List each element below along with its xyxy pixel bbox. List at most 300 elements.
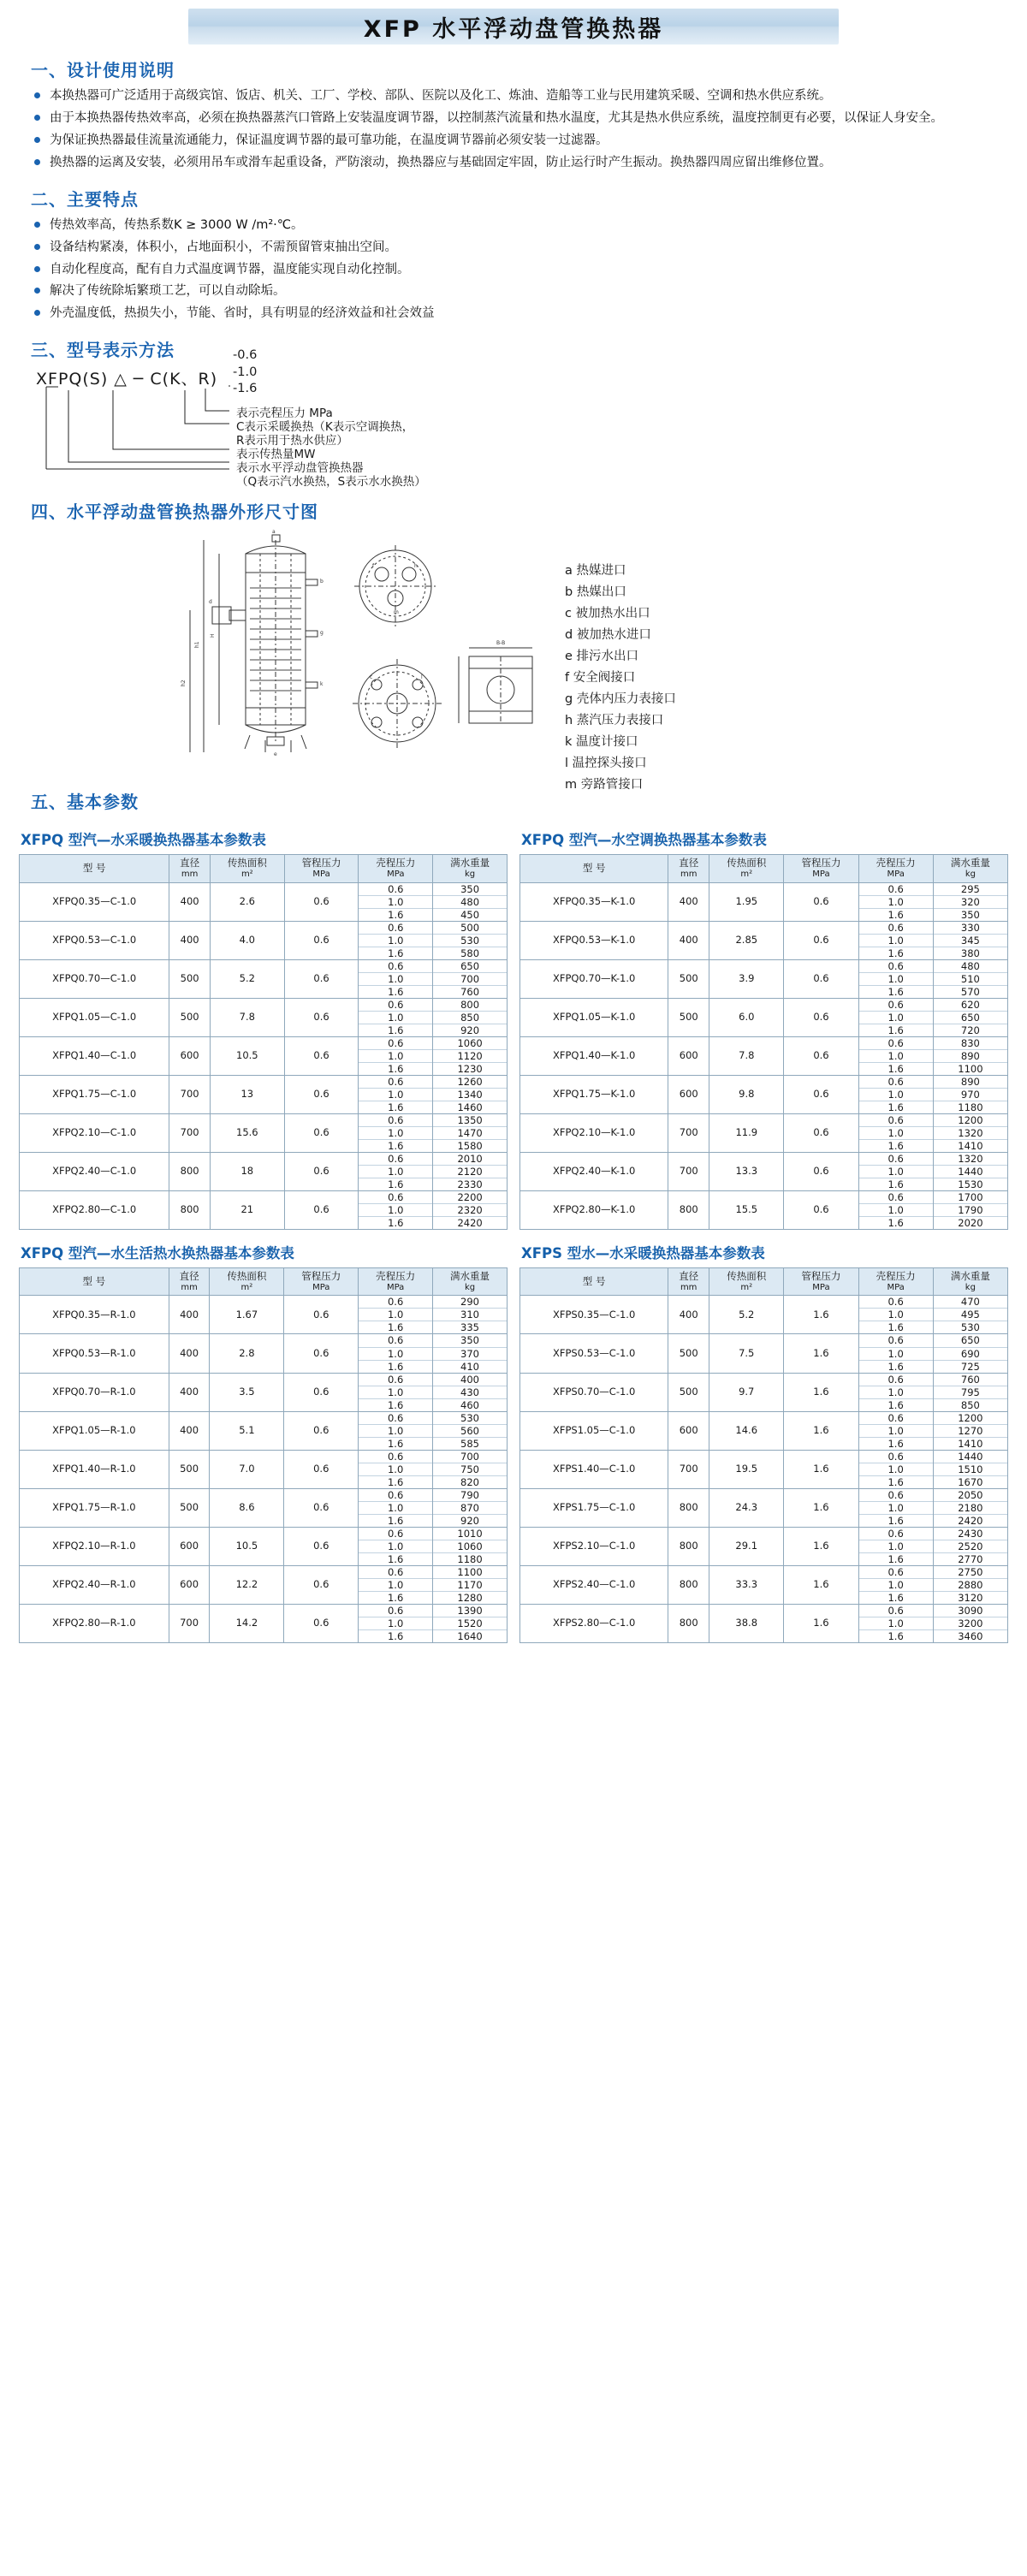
bullet-dot-icon (34, 92, 40, 98)
cell-shell-pressure: 0.6 1.0 1.6 (858, 1604, 933, 1642)
table-row (520, 1527, 1008, 1565)
cell-tube-pressure: 0.6 (784, 1075, 858, 1113)
cell-weight: 480 510 570 (933, 959, 1007, 998)
cell-weight: 2050 2180 2420 (933, 1488, 1007, 1527)
cell-weight: 400 430 460 (433, 1373, 508, 1411)
cell-model: XFPQ2.80—R-1.0 (20, 1604, 169, 1642)
cell-diameter: 800 (668, 1604, 709, 1642)
cell-weight: 620 650 720 (933, 998, 1007, 1036)
cell-model: XFPQ0.53—R-1.0 (20, 1334, 169, 1373)
cell-weight: 2010 2120 2330 (433, 1152, 508, 1190)
section-heading-main-features: 二、主要特点 (31, 188, 139, 210)
cell-shell-pressure: 0.6 1.0 1.6 (858, 921, 933, 959)
cell-diameter: 600 (169, 1036, 211, 1075)
cell-diameter: 400 (169, 882, 211, 921)
table-title-aircon: XFPQ 型汽—水空调换热器基本参数表 (521, 832, 767, 849)
legend-item-e: e 排污水出口 (565, 650, 639, 664)
cell-shell-pressure: 0.6 1.0 1.6 (359, 921, 433, 959)
cell-model: XFPQ1.75—K-1.0 (520, 1075, 668, 1113)
model-pressure-0: -0.6 (233, 348, 258, 363)
col-shell-pressure: 壳程压力 MPa (359, 855, 433, 882)
cell-model: XFPQ2.10—K-1.0 (520, 1113, 668, 1152)
svg-text:h2: h2 (181, 680, 187, 687)
spec-table-aircon (519, 854, 1008, 1230)
svg-text:m: m (394, 609, 399, 616)
cell-weight: 2430 2520 2770 (933, 1527, 1007, 1565)
cell-area: 24.3 (709, 1488, 784, 1527)
cell-weight: 650 690 725 (933, 1334, 1007, 1373)
table-column-2 (519, 818, 1008, 1230)
cell-tube-pressure: 0.6 (284, 882, 359, 921)
design-note-3 (19, 131, 1008, 151)
col-model: 型 号 (520, 1268, 668, 1296)
cell-area: 6.0 (709, 998, 784, 1036)
svg-text:f: f (372, 563, 375, 570)
cell-shell-pressure: 0.6 1.0 1.6 (359, 1113, 433, 1152)
svg-text:h: h (414, 563, 418, 570)
cell-shell-pressure: 0.6 1.0 1.6 (858, 1191, 933, 1230)
cell-model: XFPS0.35—C-1.0 (520, 1296, 668, 1334)
bullet-dot-icon (34, 244, 40, 250)
table-row (20, 1334, 508, 1373)
cell-weight: 1100 1170 1280 (433, 1565, 508, 1604)
cell-tube-pressure: 1.6 (784, 1527, 858, 1565)
cell-diameter: 500 (169, 998, 211, 1036)
col-weight: 满水重量 kg (933, 855, 1007, 882)
tables-row-2 (19, 1232, 1008, 1643)
design-note-4 (19, 153, 1008, 174)
cell-tube-pressure: 1.6 (784, 1373, 858, 1411)
design-note-2 (19, 109, 1008, 129)
cell-weight: 650 700 760 (433, 959, 508, 998)
cell-tube-pressure: 1.6 (784, 1296, 858, 1334)
cell-tube-pressure: 0.6 (284, 1075, 359, 1113)
col-area: 传热面积 m² (709, 855, 784, 882)
design-note-3-text: 为保证换热器最佳流量流通能力，保证温度调节器的最可靠功能，在温度调节器前必须安装一过滤器。 (50, 133, 608, 147)
legend-item-d: d 被加热水进口 (565, 628, 651, 643)
cell-area: 12.2 (210, 1565, 284, 1604)
page-title: XFP 水平浮动盘管换热器 (363, 15, 664, 43)
table-column-3 (19, 1232, 508, 1643)
legend-item-k: k 温度计接口 (565, 734, 638, 749)
cell-weight: 530 560 585 (433, 1411, 508, 1450)
cell-diameter: 600 (169, 1565, 210, 1604)
table-row (520, 1334, 1008, 1373)
cell-diameter: 800 (668, 1527, 709, 1565)
table-row (20, 1152, 508, 1190)
cell-tube-pressure: 1.6 (784, 1450, 858, 1488)
svg-text:H: H (210, 633, 216, 638)
feature-2-text: 设备结构紧凑，体积小，占地面积小，不需预留管束抽出空间。 (50, 240, 397, 254)
svg-text:B-B: B-B (496, 640, 506, 647)
bullet-dot-icon (34, 266, 40, 272)
table-title-heating: XFPQ 型汽—水采暖换热器基本参数表 (21, 832, 266, 849)
cell-area: 14.2 (210, 1604, 284, 1642)
col-diameter: 直径 mm (668, 855, 709, 882)
cell-model: XFPQ1.40—K-1.0 (520, 1036, 668, 1075)
cell-model: XFPQ1.75—R-1.0 (20, 1488, 169, 1527)
cell-model: XFPQ0.35—C-1.0 (20, 882, 169, 921)
cell-weight: 890 970 1180 (933, 1075, 1007, 1113)
cell-diameter: 700 (169, 1604, 210, 1642)
cell-shell-pressure: 0.6 1.0 1.6 (359, 1191, 433, 1230)
cell-weight: 1350 1470 1580 (433, 1113, 508, 1152)
table-row (520, 959, 1008, 998)
cell-shell-pressure: 0.6 1.0 1.6 (359, 959, 433, 998)
document-page (0, 9, 1027, 2576)
cell-model: XFPQ2.10—R-1.0 (20, 1527, 169, 1565)
cell-tube-pressure: 0.6 (784, 959, 858, 998)
cell-model: XFPQ2.80—K-1.0 (520, 1191, 668, 1230)
cell-weight: 700 750 820 (433, 1450, 508, 1488)
feature-1 (19, 216, 1008, 236)
cell-diameter: 800 (169, 1152, 211, 1190)
col-area: 传热面积 m² (210, 1268, 284, 1296)
cell-area: 18 (210, 1152, 284, 1190)
col-diameter: 直径 mm (668, 1268, 709, 1296)
col-model: 型 号 (20, 1268, 169, 1296)
cell-tube-pressure: 0.6 (284, 1565, 359, 1604)
cell-weight: 500 530 580 (433, 921, 508, 959)
col-tube-pressure: 管程压力 MPa (784, 1268, 858, 1296)
spec-table-hotwater (19, 1267, 508, 1643)
cell-area: 2.85 (709, 921, 784, 959)
table-row (520, 998, 1008, 1036)
cell-diameter: 800 (668, 1488, 709, 1527)
svg-text:l: l (421, 674, 423, 681)
cell-weight: 1010 1060 1180 (433, 1527, 508, 1565)
cell-model: XFPQ0.70—K-1.0 (520, 959, 668, 998)
cell-model: XFPQ0.70—C-1.0 (20, 959, 169, 998)
legend-item-b: b 热媒出口 (565, 585, 626, 600)
model-pressure-1: -1.0 (233, 365, 258, 379)
cell-shell-pressure: 0.6 1.0 1.6 (858, 1450, 933, 1488)
cell-diameter: 400 (668, 921, 709, 959)
cell-shell-pressure: 0.6 1.0 1.6 (858, 1527, 933, 1565)
cell-area: 14.6 (709, 1411, 784, 1450)
cell-area: 2.6 (210, 882, 284, 921)
cell-shell-pressure: 0.6 1.0 1.6 (858, 1075, 933, 1113)
cell-area: 21 (210, 1191, 284, 1230)
cell-tube-pressure: 0.6 (284, 1113, 359, 1152)
table-row (520, 1152, 1008, 1190)
cell-model: XFPQ1.40—R-1.0 (20, 1450, 169, 1488)
cell-shell-pressure: 0.6 1.0 1.6 (858, 1565, 933, 1604)
heat-exchanger-drawing (164, 528, 567, 768)
svg-text:h1: h1 (194, 641, 200, 649)
design-note-2-text: 由于本换热器传热效率高，必须在换热器蒸汽口管路上安装温度调节器，以控制蒸汽流量和热水温度，尤其是热水供应系统，温度控制更有必要，以保证人身安全。 (50, 110, 943, 125)
cell-diameter: 800 (668, 1565, 709, 1604)
cell-model: XFPS1.75—C-1.0 (520, 1488, 668, 1527)
cell-tube-pressure: 0.6 (284, 921, 359, 959)
cell-weight: 470 495 530 (933, 1296, 1007, 1334)
cell-shell-pressure: 0.6 1.0 1.6 (359, 1488, 433, 1527)
table-row (520, 1565, 1008, 1604)
table-row (20, 1565, 508, 1604)
section-heading-dimension-drawing: 四、水平浮动盘管换热器外形尺寸图 (31, 502, 318, 523)
legend-item-m: m 旁路管接口 (565, 777, 644, 792)
cell-shell-pressure: 0.6 1.0 1.6 (359, 1411, 433, 1450)
cell-diameter: 400 (169, 1373, 210, 1411)
cell-area: 7.0 (210, 1450, 284, 1488)
cell-model: XFPQ2.40—R-1.0 (20, 1565, 169, 1604)
cell-weight: 1440 1510 1670 (933, 1450, 1007, 1488)
cell-tube-pressure: 0.6 (784, 1152, 858, 1190)
cell-diameter: 500 (169, 1450, 210, 1488)
cell-diameter: 400 (668, 882, 709, 921)
cell-model: XFPS2.40—C-1.0 (520, 1565, 668, 1604)
bullet-dot-icon (34, 222, 40, 228)
cell-area: 4.0 (210, 921, 284, 959)
cell-area: 7.5 (709, 1334, 784, 1373)
table-row (520, 1036, 1008, 1075)
cell-shell-pressure: 0.6 1.0 1.6 (858, 1334, 933, 1373)
cell-tube-pressure: 0.6 (284, 1527, 359, 1565)
section-heading-design-notes: 一、设计使用说明 (31, 60, 175, 80)
col-model: 型 号 (520, 855, 668, 882)
cell-diameter: 700 (668, 1450, 709, 1488)
cell-weight: 1200 1320 1410 (933, 1113, 1007, 1152)
cell-tube-pressure: 0.6 (284, 1036, 359, 1075)
cell-shell-pressure: 0.6 1.0 1.6 (359, 1373, 433, 1411)
cell-area: 19.5 (709, 1450, 784, 1488)
cell-model: XFPQ0.53—C-1.0 (20, 921, 169, 959)
cell-weight: 1700 1790 2020 (933, 1191, 1007, 1230)
cell-tube-pressure: 1.6 (784, 1488, 858, 1527)
cell-tube-pressure: 1.6 (784, 1604, 858, 1642)
cell-area: 10.5 (210, 1527, 284, 1565)
cell-weight: 760 795 850 (933, 1373, 1007, 1411)
col-model: 型 号 (20, 855, 169, 882)
cell-model: XFPQ2.40—K-1.0 (520, 1152, 668, 1190)
cell-shell-pressure: 0.6 1.0 1.6 (359, 1565, 433, 1604)
table-row (520, 1488, 1008, 1527)
cell-area: 11.9 (709, 1113, 784, 1152)
model-pressure-2: -1.6 (233, 382, 258, 396)
drawing-legend (565, 561, 676, 795)
table-row (520, 1604, 1008, 1642)
cell-weight: 1390 1520 1640 (433, 1604, 508, 1642)
table-row (520, 882, 1008, 921)
cell-model: XFPS0.70—C-1.0 (520, 1373, 668, 1411)
table-row (20, 1191, 508, 1230)
cell-shell-pressure: 0.6 1.0 1.6 (359, 1296, 433, 1334)
cell-shell-pressure: 0.6 1.0 1.6 (359, 1527, 433, 1565)
cell-shell-pressure: 0.6 1.0 1.6 (858, 1411, 933, 1450)
cell-area: 33.3 (709, 1565, 784, 1604)
cell-area: 38.8 (709, 1604, 784, 1642)
cell-tube-pressure: 0.6 (284, 1152, 359, 1190)
cell-shell-pressure: 0.6 1.0 1.6 (359, 1036, 433, 1075)
cell-model: XFPQ2.80—C-1.0 (20, 1191, 169, 1230)
cell-shell-pressure: 0.6 1.0 1.6 (858, 959, 933, 998)
cell-weight: 350 370 410 (433, 1334, 508, 1373)
bullet-dot-icon (34, 159, 40, 165)
design-note-1 (19, 86, 1008, 107)
col-shell-pressure: 壳程压力 MPa (858, 1268, 933, 1296)
cell-tube-pressure: 0.6 (284, 1411, 359, 1450)
cell-shell-pressure: 0.6 1.0 1.6 (858, 1488, 933, 1527)
cell-tube-pressure: 1.6 (784, 1411, 858, 1450)
table-row (520, 1411, 1008, 1450)
cell-weight: 350 480 450 (433, 882, 508, 921)
cell-tube-pressure: 1.6 (784, 1565, 858, 1604)
cell-weight: 830 890 1100 (933, 1036, 1007, 1075)
svg-text:d: d (209, 599, 212, 606)
section-heading-basic-params: 五、基本参数 (31, 792, 139, 813)
cell-tube-pressure: 0.6 (784, 1036, 858, 1075)
cell-diameter: 700 (668, 1113, 709, 1152)
design-note-1-text: 本换热器可广泛适用于高级宾馆、饭店、机关、工厂、学校、部队、医院以及化工、炼油、造船等工业与民用建筑采暖、空调和热水供应系统。 (50, 89, 832, 103)
spec-table-heating (19, 854, 508, 1230)
cell-area: 1.67 (210, 1296, 284, 1334)
cell-diameter: 700 (169, 1075, 211, 1113)
table-row (520, 1296, 1008, 1334)
cell-shell-pressure: 0.6 1.0 1.6 (858, 1152, 933, 1190)
spec-table-waterwater (519, 1267, 1008, 1643)
table-row (520, 1113, 1008, 1152)
cell-model: XFPS2.10—C-1.0 (520, 1527, 668, 1565)
cell-area: 10.5 (210, 1036, 284, 1075)
dimension-drawing-area (19, 528, 1008, 792)
feature-2 (19, 238, 1008, 258)
cell-tube-pressure: 0.6 (284, 959, 359, 998)
bullet-dot-icon (34, 137, 40, 143)
model-code-string: XFPQ(S) △ ─ C(K、R) (36, 370, 218, 389)
legend-item-c: c 被加热水出口 (565, 607, 650, 621)
cell-weight: 2750 2880 3120 (933, 1565, 1007, 1604)
cell-weight: 1200 1270 1410 (933, 1411, 1007, 1450)
cell-diameter: 600 (668, 1411, 709, 1450)
cell-area: 13.3 (709, 1152, 784, 1190)
bullet-dot-icon (34, 115, 40, 121)
cell-shell-pressure: 0.6 1.0 1.6 (359, 1450, 433, 1488)
table-column-1 (19, 818, 508, 1230)
table-row (20, 1113, 508, 1152)
table-row (520, 1075, 1008, 1113)
model-note-type-r: R表示用于热水供应） (236, 434, 348, 448)
svg-text:k: k (320, 681, 324, 688)
cell-tube-pressure: 0.6 (784, 1191, 858, 1230)
cell-area: 1.95 (709, 882, 784, 921)
section-heading-model-code: 三、型号表示方法 (31, 340, 175, 361)
svg-text:g: g (320, 630, 324, 637)
cell-area: 5.1 (210, 1411, 284, 1450)
feature-3-text: 自动化程度高，配有自力式温度调节器，温度能实现自动化控制。 (50, 262, 410, 276)
table-row (520, 1450, 1008, 1488)
table-row (20, 1296, 508, 1334)
col-weight: 满水重量 kg (433, 1268, 508, 1296)
feature-5-text: 外壳温度低，热损失小，节能、省时，具有明显的经济效益和社会效益 (50, 306, 435, 321)
cell-area: 5.2 (709, 1296, 784, 1334)
cell-area: 5.2 (210, 959, 284, 998)
cell-tube-pressure: 0.6 (284, 1334, 359, 1373)
feature-4 (19, 282, 1008, 302)
cell-area: 7.8 (210, 998, 284, 1036)
cell-diameter: 400 (169, 921, 211, 959)
cell-model: XFPQ2.10—C-1.0 (20, 1113, 169, 1152)
legend-item-f: f 安全阀接口 (565, 670, 636, 685)
col-diameter: 直径 mm (169, 855, 211, 882)
cell-diameter: 500 (169, 1488, 210, 1527)
cell-diameter: 600 (668, 1036, 709, 1075)
cell-diameter: 400 (169, 1411, 210, 1450)
cell-shell-pressure: 0.6 1.0 1.6 (858, 1036, 933, 1075)
cell-weight: 1260 1340 1460 (433, 1075, 508, 1113)
cell-weight: 800 850 920 (433, 998, 508, 1036)
cell-weight: 3090 3200 3460 (933, 1604, 1007, 1642)
table-row (20, 1604, 508, 1642)
col-tube-pressure: 管程压力 MPa (284, 855, 359, 882)
cell-shell-pressure: 0.6 1.0 1.6 (359, 1334, 433, 1373)
cell-weight: 1320 1440 1530 (933, 1152, 1007, 1190)
cell-model: XFPQ1.40—C-1.0 (20, 1036, 169, 1075)
cell-diameter: 400 (668, 1296, 709, 1334)
cell-model: XFPQ0.53—K-1.0 (520, 921, 668, 959)
cell-tube-pressure: 0.6 (784, 921, 858, 959)
svg-text:b: b (320, 579, 324, 585)
cell-shell-pressure: 0.6 1.0 1.6 (359, 1604, 433, 1642)
cell-tube-pressure: 0.6 (284, 1296, 359, 1334)
col-weight: 满水重量 kg (433, 855, 508, 882)
table-title-hotwater: XFPQ 型汽—水生活热水换热器基本参数表 (21, 1245, 294, 1262)
legend-item-a: a 热媒进口 (565, 564, 626, 579)
cell-weight: 1060 1120 1230 (433, 1036, 508, 1075)
cell-model: XFPQ1.05—K-1.0 (520, 998, 668, 1036)
cell-model: XFPS2.80—C-1.0 (520, 1604, 668, 1642)
design-note-4-text: 换热器的运离及安装，必须用吊车或滑车起重设备，严防滚动，换热器应与基础固定牢固，防止运行时产生振动。换热器四周应留出维修位置。 (50, 155, 832, 169)
cell-diameter: 600 (668, 1075, 709, 1113)
cell-shell-pressure: 0.6 1.0 1.6 (858, 1296, 933, 1334)
cell-shell-pressure: 0.6 1.0 1.6 (858, 1373, 933, 1411)
cell-diameter: 500 (668, 1334, 709, 1373)
legend-item-h: h 蒸汽压力表接口 (565, 713, 664, 727)
table-row (20, 1488, 508, 1527)
cell-shell-pressure: 0.6 1.0 1.6 (858, 882, 933, 921)
cell-area: 7.8 (709, 1036, 784, 1075)
bullet-dot-icon (34, 288, 40, 294)
cell-diameter: 700 (668, 1152, 709, 1190)
model-note-qs: （Q表示汽水换热，S表示水水换热） (236, 475, 426, 490)
model-note-device: 表示水平浮动盘管换热器 (236, 461, 364, 476)
cell-model: XFPQ2.40—C-1.0 (20, 1152, 169, 1190)
table-row (520, 921, 1008, 959)
cell-shell-pressure: 0.6 1.0 1.6 (359, 1075, 433, 1113)
table-row (20, 1411, 508, 1450)
cell-diameter: 500 (668, 998, 709, 1036)
cell-weight: 330 345 380 (933, 921, 1007, 959)
table-title-waterwater: XFPS 型水—水采暖换热器基本参数表 (521, 1245, 765, 1262)
model-note-shell-pressure: 表示壳程压力 MPa (236, 407, 333, 421)
cell-tube-pressure: 1.6 (784, 1334, 858, 1373)
cell-area: 9.7 (709, 1373, 784, 1411)
legend-item-g: g 壳体内压力表接口 (565, 691, 676, 706)
col-weight: 满水重量 kg (933, 1268, 1007, 1296)
cell-model: XFPQ0.35—R-1.0 (20, 1296, 169, 1334)
cell-tube-pressure: 0.6 (784, 882, 858, 921)
cell-diameter: 500 (668, 1373, 709, 1411)
table-row (20, 1036, 508, 1075)
cell-model: XFPQ1.05—R-1.0 (20, 1411, 169, 1450)
bullet-dot-icon (34, 310, 40, 316)
feature-1-text: 传热效率高，传热系数K ≥ 3000 W /m²·℃。 (50, 217, 304, 232)
feature-4-text: 解决了传统除垢繁琐工艺，可以自动除垢。 (50, 284, 286, 299)
cell-tube-pressure: 0.6 (784, 998, 858, 1036)
cell-model: XFPQ1.05—C-1.0 (20, 998, 169, 1036)
cell-area: 15.5 (709, 1191, 784, 1230)
cell-tube-pressure: 0.6 (284, 1488, 359, 1527)
cell-shell-pressure: 0.6 1.0 1.6 (359, 1152, 433, 1190)
